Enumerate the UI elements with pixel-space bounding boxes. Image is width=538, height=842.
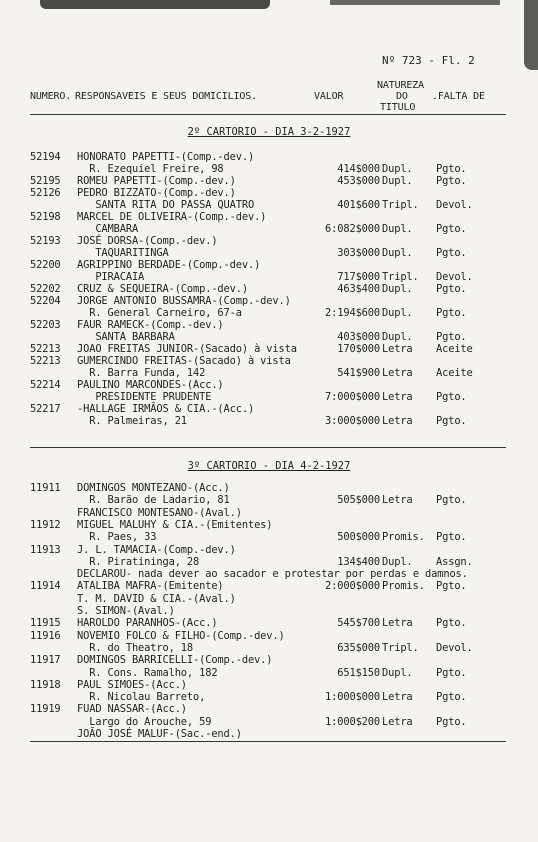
row-val: 134$400 <box>337 555 380 568</box>
row-nat: Dupl. <box>382 175 413 187</box>
row-val: 170$000 <box>337 343 380 355</box>
row-nat: Letra <box>382 617 413 630</box>
row-num: 52126 <box>30 187 61 199</box>
row-falta: Pgto. <box>436 580 467 593</box>
row-name: CAMBARA <box>77 223 139 235</box>
row-nat: Dupl. <box>382 283 413 295</box>
page-reference: Nº 723 - Fl. 2 <box>382 54 475 67</box>
row-num: 52202 <box>30 283 61 295</box>
scan-shadow <box>330 0 500 5</box>
row-num: 52198 <box>30 211 61 223</box>
row-name: PRESIDENTE PRUDENTE <box>77 391 212 403</box>
row-name: PEDRO BIZZATO-(Comp.-dev.) <box>77 187 236 199</box>
row-nat: Letra <box>382 715 413 728</box>
row-name: R. do Theatro, 18 <box>77 641 194 654</box>
row-falta: Devol. <box>436 199 473 211</box>
row-name: NOVEMIO FOLCO & FILHO-(Comp.-dev.) <box>77 629 285 642</box>
row-num: 11918 <box>30 678 61 691</box>
row-val: 1:000$000 <box>325 691 380 704</box>
row-name: HAROLDO PARANHOS-(Acc.) <box>77 617 218 630</box>
section-rule <box>30 741 506 742</box>
row-val: 1:000$200 <box>325 715 380 728</box>
row-nat: Promis. <box>382 531 425 544</box>
row-nat: Letra <box>382 391 413 403</box>
row-name: DOMINGOS BARRICELLI-(Comp.-dev.) <box>77 654 273 667</box>
row-val: 541$900 <box>337 367 380 379</box>
row-nat: Promis. <box>382 580 425 593</box>
row-name: JOAO FREITAS JUNIOR-(Sacado) à vista <box>77 343 297 355</box>
row-num: 52204 <box>30 295 61 307</box>
row-val: 717$000 <box>337 271 380 283</box>
row-num: 11915 <box>30 617 61 630</box>
row-val: 303$000 <box>337 247 380 259</box>
row-name: FUAD NASSAR-(Acc.) <box>77 703 187 716</box>
row-name: TAQUARITINGA <box>77 247 169 259</box>
row-num: 11913 <box>30 543 61 556</box>
row-nat: Dupl. <box>382 331 413 343</box>
row-name: MIGUEL MALUHY & CIA.-(Emitentes) <box>77 518 273 531</box>
header-natureza: DO <box>396 91 408 102</box>
row-nat: Dupl. <box>382 247 413 259</box>
row-name: J. L. TAMACIA-(Comp.-dev.) <box>77 543 236 556</box>
row-name: JORGE ANTONIO BUSSAMRA-(Comp.-dev.) <box>77 295 291 307</box>
row-name: ROMEU PAPETTI-(Comp.-dev.) <box>77 175 236 187</box>
row-name: FAUR RAMECK-(Comp.-dev.) <box>77 319 224 331</box>
row-falta: Aceite <box>436 343 473 355</box>
row-falta: Pgto. <box>436 691 467 704</box>
row-num: 11911 <box>30 482 61 494</box>
row-nat: Letra <box>382 343 413 355</box>
row-falta: Devol. <box>436 271 473 283</box>
row-name: PAUL SIMOES-(Acc.) <box>77 678 187 691</box>
row-num: 52217 <box>30 403 61 415</box>
row-nat: Dupl. <box>382 555 413 568</box>
row-val: 7:000$000 <box>325 391 380 403</box>
row-val: 2:194$600 <box>325 307 380 319</box>
scan-shadow <box>524 0 538 70</box>
row-num: 52195 <box>30 175 61 187</box>
row-name: MARCEL DE OLIVEIRA-(Comp.-dev.) <box>77 211 267 223</box>
row-name: DECLAROU- nada dever ao sacador e protestar por perdas e damnos. <box>77 568 468 581</box>
row-num: 52194 <box>30 151 61 163</box>
row-val: 453$000 <box>337 175 380 187</box>
row-val: 2:000$000 <box>325 580 380 593</box>
row-falta: Pgto. <box>436 666 467 679</box>
header-natureza: TITULO <box>380 102 416 113</box>
header-falta: .FALTA DE <box>432 91 485 102</box>
row-val: 463$400 <box>337 283 380 295</box>
row-falta: Pgto. <box>436 715 467 728</box>
row-falta: Aceite <box>436 367 473 379</box>
row-falta: Pgto. <box>436 415 467 427</box>
row-num: 11917 <box>30 654 61 667</box>
row-val: 500$000 <box>337 531 380 544</box>
section-title-text: 2º CARTORIO - DIA 3-2-1927 <box>187 126 351 138</box>
row-name: Largo do Arouche, 59 <box>77 715 212 728</box>
row-val: 635$000 <box>337 641 380 654</box>
row-name: JOSÉ DORSA-(Comp.-dev.) <box>77 235 218 247</box>
row-name: GUMERCINDO FREITAS-(Sacado) à vista <box>77 355 291 367</box>
row-nat: Dupl. <box>382 223 413 235</box>
row-num: 52203 <box>30 319 61 331</box>
row-num: 11914 <box>30 580 61 593</box>
header-numero: NUMERO. <box>30 91 72 102</box>
row-val: 651$150 <box>337 666 380 679</box>
row-name: S. SIMON-(Aval.) <box>77 605 175 617</box>
row-name: R. Palmeiras, 21 <box>77 415 187 427</box>
row-nat: Tripl. <box>382 199 419 211</box>
row-name: R. Barra Funda, 142 <box>77 367 206 379</box>
row-val: 6:082$000 <box>325 223 380 235</box>
row-num: 11919 <box>30 703 61 716</box>
row-falta: Pgto. <box>436 531 467 544</box>
row-name: R. Barão de Ladario, 81 <box>77 494 230 507</box>
row-falta: Pgto. <box>436 283 467 295</box>
row-falta: Pgto. <box>436 307 467 319</box>
row-val: 3:000$000 <box>325 415 380 427</box>
row-val: 545$700 <box>337 617 380 630</box>
row-nat: Dupl. <box>382 163 413 175</box>
row-name: R. Ezequiel Freire, 98 <box>77 163 224 175</box>
row-nat: Dupl. <box>382 666 413 679</box>
row-nat: Tripl. <box>382 641 419 654</box>
row-falta: Pgto. <box>436 223 467 235</box>
row-nat: Dupl. <box>382 307 413 319</box>
row-name: FRANCISCO MONTESANO-(Aval.) <box>77 506 242 519</box>
row-num: 52200 <box>30 259 61 271</box>
row-num: 11916 <box>30 629 61 642</box>
section-title <box>0 460 538 472</box>
row-name: HONORATO PAPETTI-(Comp.-dev.) <box>77 151 255 163</box>
row-name: R. Piratininga, 28 <box>77 555 200 568</box>
row-name: DOMINGOS MONTEZANO-(Acc.) <box>77 482 230 494</box>
row-name: CRUZ & SEQUEIRA-(Comp.-dev.) <box>77 283 248 295</box>
header-rule <box>30 114 506 115</box>
row-falta: Pgto. <box>436 331 467 343</box>
header-valor: VALOR <box>314 91 344 102</box>
row-name: SANTA RITA DO PASSA QUATRO <box>77 199 255 211</box>
row-num: 11912 <box>30 518 61 531</box>
row-val: 414$000 <box>337 163 380 175</box>
row-name: R. Cons. Ramalho, 182 <box>77 666 218 679</box>
row-falta: Pgto. <box>436 391 467 403</box>
row-name: AGRIPPINO BERDADE-(Comp.-dev.) <box>77 259 261 271</box>
header-natureza: NATUREZA <box>377 80 424 91</box>
row-val: 401$600 <box>337 199 380 211</box>
row-nat: Letra <box>382 691 413 704</box>
row-name: -HALLAGE IRMÃOS & CIA.-(Acc.) <box>77 403 255 415</box>
scan-shadow <box>40 0 270 9</box>
row-name: R. Nicolau Barreto, <box>77 691 206 704</box>
row-falta: Pgto. <box>436 617 467 630</box>
row-nat: Letra <box>382 367 413 379</box>
header-responsaveis: RESPONSAVEIS E SEUS DOMICILIOS. <box>75 91 257 102</box>
row-val: 505$000 <box>337 494 380 507</box>
row-falta: Pgto. <box>436 247 467 259</box>
row-name: ATALIBA MAFRA-(Emitente) <box>77 580 224 593</box>
row-num: 52213 <box>30 355 61 367</box>
row-falta: Pgto. <box>436 494 467 507</box>
row-name: R. Paes, 33 <box>77 531 157 544</box>
row-nat: Tripl. <box>382 271 419 283</box>
section-rule <box>30 447 506 448</box>
row-name: T. M. DAVID & CIA.-(Aval.) <box>77 592 236 605</box>
section-title <box>0 126 538 138</box>
row-nat: Letra <box>382 415 413 427</box>
row-nat: Letra <box>382 494 413 507</box>
row-falta: Devol. <box>436 641 473 654</box>
row-val: 403$000 <box>337 331 380 343</box>
row-name: JOÃO JOSÉ MALUF-(Sac.-end.) <box>77 728 242 740</box>
section-title-text: 3º CARTORIO - DIA 4-2-1927 <box>187 460 351 472</box>
row-name: R. General Carneiro, 67-a <box>77 307 242 319</box>
row-name: PIRACAIA <box>77 271 145 283</box>
row-name: PAULINO MARCONDES-(Acc.) <box>77 379 224 391</box>
row-num: 52193 <box>30 235 61 247</box>
row-name: SANTA BARBARA <box>77 331 175 343</box>
row-num: 52214 <box>30 379 61 391</box>
row-falta: Assgn. <box>436 555 473 568</box>
row-num: 52213 <box>30 343 61 355</box>
row-falta: Pgto. <box>436 175 467 187</box>
row-falta: Pgto. <box>436 163 467 175</box>
